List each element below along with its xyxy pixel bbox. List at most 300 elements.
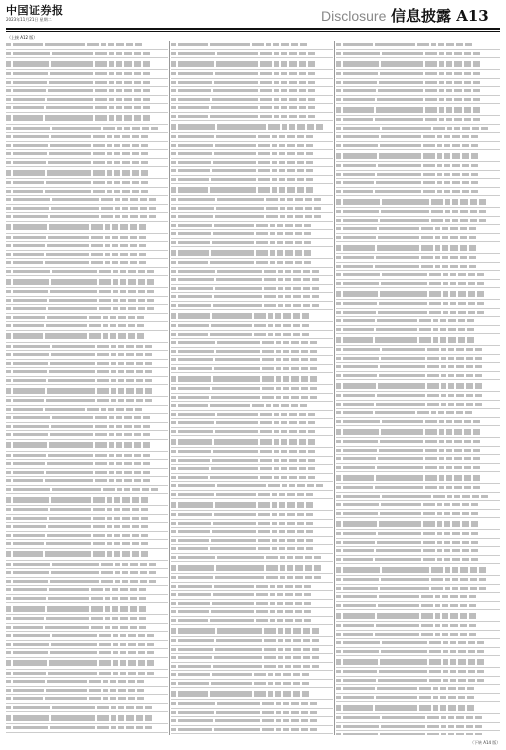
table-cell <box>47 534 91 537</box>
table-cell <box>448 337 456 343</box>
table-row <box>336 380 500 392</box>
table-row <box>336 401 500 410</box>
table-cell <box>302 324 309 327</box>
table-cell <box>431 210 443 213</box>
table-cell <box>171 648 176 651</box>
table-cell <box>107 517 112 520</box>
table-cell <box>13 333 43 339</box>
table-cell <box>456 365 464 368</box>
table-cell <box>460 210 468 213</box>
table-cell <box>377 319 417 322</box>
table-cell <box>442 604 448 607</box>
table-cell <box>302 673 309 676</box>
table-cell <box>212 169 256 172</box>
table-cell <box>178 72 213 75</box>
table-cell <box>441 357 446 360</box>
table-cell <box>13 316 45 319</box>
table-cell <box>270 610 275 613</box>
table-cell <box>112 244 118 247</box>
table-cell <box>48 597 89 600</box>
table-cell <box>295 619 302 622</box>
table-cell <box>134 416 141 419</box>
table-cell <box>51 135 91 138</box>
table-cell <box>437 503 442 506</box>
table-cell <box>99 672 111 675</box>
table-cell <box>93 517 105 520</box>
table-cell <box>6 52 11 55</box>
table-cell <box>310 719 317 722</box>
table-cell <box>469 604 476 607</box>
table-cell <box>6 588 11 591</box>
table-cell <box>178 207 214 210</box>
table-cell <box>452 587 458 590</box>
table-cell <box>6 290 11 293</box>
table-cell <box>260 61 272 67</box>
table-cell <box>216 207 264 210</box>
table-row <box>171 511 333 520</box>
table-cell <box>278 278 283 281</box>
table-cell <box>279 135 285 138</box>
table-row <box>336 217 500 226</box>
table-cell <box>278 270 283 273</box>
table-cell <box>336 733 341 735</box>
table-row <box>171 700 333 709</box>
table-cell <box>295 610 302 613</box>
table-cell <box>113 307 118 310</box>
table-cell <box>438 411 444 414</box>
table-cell <box>274 106 279 109</box>
table-cell <box>258 502 270 508</box>
table-cell <box>458 679 466 682</box>
table-row <box>336 288 500 300</box>
table-row <box>336 685 500 694</box>
table-cell <box>460 595 467 598</box>
table-cell <box>111 353 116 356</box>
table-cell <box>336 687 341 690</box>
table-cell <box>171 106 176 109</box>
table-cell <box>429 641 441 644</box>
table-cell <box>301 396 308 399</box>
table-cell <box>139 606 146 612</box>
table-cell <box>452 153 460 159</box>
table-cell <box>145 362 152 365</box>
table-cell <box>91 626 103 629</box>
table-row <box>336 493 500 502</box>
table-cell <box>336 705 341 711</box>
table-cell <box>336 282 341 285</box>
table-cell <box>13 672 46 675</box>
table-cell <box>114 525 120 528</box>
table-cell <box>6 279 11 285</box>
table-cell <box>178 224 212 227</box>
table-cell <box>103 680 108 683</box>
table-cell <box>297 169 304 172</box>
table-cell <box>211 250 254 256</box>
table-cell <box>138 270 145 273</box>
table-cell <box>213 450 258 453</box>
table-cell <box>472 495 479 498</box>
table-cell <box>308 450 315 453</box>
table-cell <box>116 89 122 92</box>
table-row <box>171 545 333 554</box>
table-cell <box>13 127 50 130</box>
table-cell <box>46 253 89 256</box>
table-cell <box>143 52 150 55</box>
table-cell <box>306 135 313 138</box>
table-cell <box>473 466 480 469</box>
table-cell <box>381 135 421 138</box>
table-cell <box>6 672 11 675</box>
table-row <box>6 343 168 352</box>
table-cell <box>118 370 124 373</box>
table-row <box>171 717 333 726</box>
table-cell <box>116 471 122 474</box>
table-cell <box>287 169 295 172</box>
table-cell <box>256 261 268 264</box>
table-cell <box>93 152 105 155</box>
table-cell <box>336 118 341 121</box>
table-cell <box>283 367 289 370</box>
table-row <box>336 418 500 427</box>
table-cell <box>458 659 466 665</box>
table-cell <box>466 716 473 719</box>
table-cell <box>105 224 110 230</box>
table-cell <box>272 547 277 550</box>
table-cell <box>343 265 373 268</box>
table-cell <box>171 484 176 487</box>
table-cell <box>91 617 103 620</box>
table-cell <box>336 135 341 138</box>
table-cell <box>291 367 299 370</box>
table-cell <box>444 190 450 193</box>
table-cell <box>280 556 285 559</box>
table-cell <box>122 198 128 201</box>
table-cell <box>274 413 279 416</box>
table-row <box>6 624 168 633</box>
table-cell <box>107 497 112 503</box>
table-cell <box>439 61 444 67</box>
table-cell <box>448 319 456 322</box>
table-cell <box>6 135 11 138</box>
table-cell <box>139 253 146 256</box>
table-cell <box>47 98 93 101</box>
table-cell <box>213 89 258 92</box>
table-cell <box>49 442 93 448</box>
table-cell <box>280 565 285 571</box>
table-cell <box>464 81 471 84</box>
table-cell <box>51 643 97 646</box>
table-cell <box>477 670 484 673</box>
table-cell <box>171 691 176 697</box>
table-cell <box>142 127 149 130</box>
table-cell <box>343 449 377 452</box>
table-row <box>336 472 500 484</box>
table-cell <box>256 224 268 227</box>
table-row <box>336 79 500 88</box>
table-cell <box>51 353 95 356</box>
table-row <box>6 104 168 113</box>
table-cell <box>299 106 306 109</box>
table-cell <box>425 457 437 460</box>
table-cell <box>171 324 176 327</box>
table-cell <box>134 89 141 92</box>
table-cell <box>171 476 176 479</box>
table-cell <box>178 278 214 281</box>
table-cell <box>473 118 480 121</box>
table-cell <box>456 357 464 360</box>
table-cell <box>381 210 429 213</box>
table-cell <box>378 164 421 167</box>
table-cell <box>111 379 116 382</box>
table-cell <box>13 706 50 709</box>
table-cell <box>136 706 143 709</box>
table-cell <box>210 333 252 336</box>
table-cell <box>145 353 152 356</box>
table-cell <box>448 733 454 735</box>
table-cell <box>433 337 438 343</box>
table-cell <box>124 425 132 428</box>
table-cell <box>171 502 176 508</box>
table-cell <box>275 682 281 685</box>
table-cell <box>13 362 48 365</box>
table-row <box>171 87 333 96</box>
table-cell <box>308 115 315 118</box>
table-row <box>171 239 333 248</box>
table-cell <box>382 199 429 205</box>
table-cell <box>301 387 308 390</box>
table-cell <box>343 98 375 101</box>
table-cell <box>435 265 440 268</box>
table-cell <box>467 319 474 322</box>
table-row <box>6 712 168 724</box>
table-cell <box>419 337 431 343</box>
table-cell <box>171 719 176 722</box>
table-row <box>6 50 168 59</box>
table-cell <box>128 290 136 293</box>
table-cell <box>49 370 95 373</box>
table-cell <box>213 665 262 668</box>
table-cell <box>272 502 277 508</box>
table-cell <box>304 585 311 588</box>
table-cell <box>336 394 341 397</box>
table-cell <box>114 161 120 164</box>
table-cell <box>211 682 252 685</box>
table-cell <box>460 633 467 636</box>
table-cell <box>423 173 435 176</box>
table-cell <box>171 367 176 370</box>
table-cell <box>450 227 458 230</box>
table-cell <box>171 450 176 453</box>
table-cell <box>13 152 47 155</box>
table-cell <box>130 224 137 230</box>
table-cell <box>214 81 258 84</box>
table-cell <box>274 115 279 118</box>
table-cell <box>297 547 304 550</box>
table-cell <box>475 374 482 377</box>
table-cell <box>6 353 11 356</box>
table-cell <box>460 567 468 573</box>
table-row <box>6 423 168 432</box>
table-row <box>6 368 168 377</box>
table-cell <box>13 634 50 637</box>
table-cell <box>452 549 460 552</box>
table-cell <box>446 440 452 443</box>
table-cell <box>51 61 93 67</box>
table-cell <box>471 541 478 544</box>
table-cell <box>427 357 439 360</box>
table-cell <box>438 43 444 46</box>
table-cell <box>89 680 101 683</box>
table-row <box>6 452 168 461</box>
table-cell <box>444 549 450 552</box>
table-cell <box>343 153 377 159</box>
table-cell <box>448 403 454 406</box>
table-cell <box>473 81 480 84</box>
table-cell <box>379 595 419 598</box>
table-row <box>6 397 168 406</box>
table-cell <box>45 626 89 629</box>
table-cell <box>258 522 270 525</box>
table-cell <box>260 89 272 92</box>
table-cell <box>458 650 466 653</box>
table-cell <box>260 467 272 470</box>
table-cell <box>49 517 91 520</box>
table-cell <box>6 525 11 528</box>
table-cell <box>149 563 156 566</box>
table-cell <box>272 178 277 181</box>
table-cell <box>473 107 480 113</box>
table-cell <box>306 522 313 525</box>
table-cell <box>382 127 431 130</box>
table-cell <box>376 475 423 481</box>
table-cell <box>6 299 11 302</box>
table-cell <box>178 728 212 731</box>
table-cell <box>306 547 313 550</box>
table-cell <box>110 316 116 319</box>
table-cell <box>471 135 478 138</box>
table-cell <box>423 549 435 552</box>
table-cell <box>444 532 450 535</box>
table-row <box>6 460 168 469</box>
table-cell <box>171 333 176 336</box>
table-cell <box>469 265 476 268</box>
table-cell <box>130 207 138 210</box>
table-row <box>6 649 168 658</box>
table-cell <box>448 725 454 728</box>
table-row <box>6 733 168 736</box>
table-row <box>6 523 168 532</box>
table-cell <box>441 725 446 728</box>
table-cell <box>427 365 439 368</box>
table-cell <box>91 253 103 256</box>
table-row <box>336 593 500 602</box>
table-cell <box>268 673 273 676</box>
table-cell <box>376 107 423 113</box>
table-cell <box>473 457 480 460</box>
table-cell <box>110 689 116 692</box>
table-cell <box>171 98 176 101</box>
table-row <box>6 70 168 79</box>
table-cell <box>380 440 423 443</box>
table-cell <box>446 52 452 55</box>
table-cell <box>295 232 302 235</box>
table-cell <box>305 215 312 218</box>
table-cell <box>87 43 99 46</box>
table-cell <box>13 379 46 382</box>
table-cell <box>281 421 287 424</box>
table-cell <box>47 244 89 247</box>
table-row <box>6 351 168 360</box>
table-cell <box>260 81 272 84</box>
table-cell <box>454 89 462 92</box>
table-cell <box>122 580 128 583</box>
table-row <box>6 385 168 397</box>
table-cell <box>6 497 11 503</box>
table-cell <box>171 350 176 353</box>
table-cell <box>13 442 47 448</box>
table-cell <box>336 679 341 682</box>
table-cell <box>285 278 291 281</box>
table-cell <box>120 651 126 654</box>
table-cell <box>293 639 301 642</box>
table-cell <box>216 61 258 67</box>
table-row <box>6 305 168 314</box>
table-cell <box>256 593 268 596</box>
table-cell <box>141 525 148 528</box>
table-row <box>336 677 500 686</box>
table-cell <box>114 497 120 503</box>
table-cell <box>97 379 109 382</box>
table-cell <box>49 224 89 230</box>
table-cell <box>303 628 310 634</box>
table-cell <box>301 376 308 382</box>
table-cell <box>274 72 279 75</box>
table-cell <box>109 462 114 465</box>
table-cell <box>136 353 143 356</box>
table-cell <box>212 459 258 462</box>
table-cell <box>45 333 87 339</box>
table-cell <box>425 118 437 121</box>
table-row <box>336 125 500 134</box>
table-cell <box>433 328 438 331</box>
table-cell <box>427 733 439 735</box>
table-cell <box>464 107 471 113</box>
table-cell <box>381 282 427 285</box>
table-cell <box>132 488 140 491</box>
table-cell <box>299 450 306 453</box>
table-cell <box>105 606 110 612</box>
table-cell <box>471 521 478 527</box>
table-cell <box>439 118 444 121</box>
table-cell <box>306 502 313 508</box>
table-row <box>6 578 168 587</box>
table-cell <box>136 388 143 394</box>
section-title-en: Disclosure <box>321 8 387 24</box>
table-cell <box>6 244 11 247</box>
table-row <box>336 271 500 280</box>
table-row <box>336 639 500 648</box>
table-cell <box>439 440 444 443</box>
table-cell <box>281 98 287 101</box>
table-cell <box>147 651 154 654</box>
table-cell <box>178 450 211 453</box>
table-row <box>6 561 168 570</box>
table-cell <box>308 430 315 433</box>
table-cell <box>171 702 176 705</box>
table-cell <box>13 571 49 574</box>
table-cell <box>138 672 145 675</box>
table-cell <box>142 488 149 491</box>
